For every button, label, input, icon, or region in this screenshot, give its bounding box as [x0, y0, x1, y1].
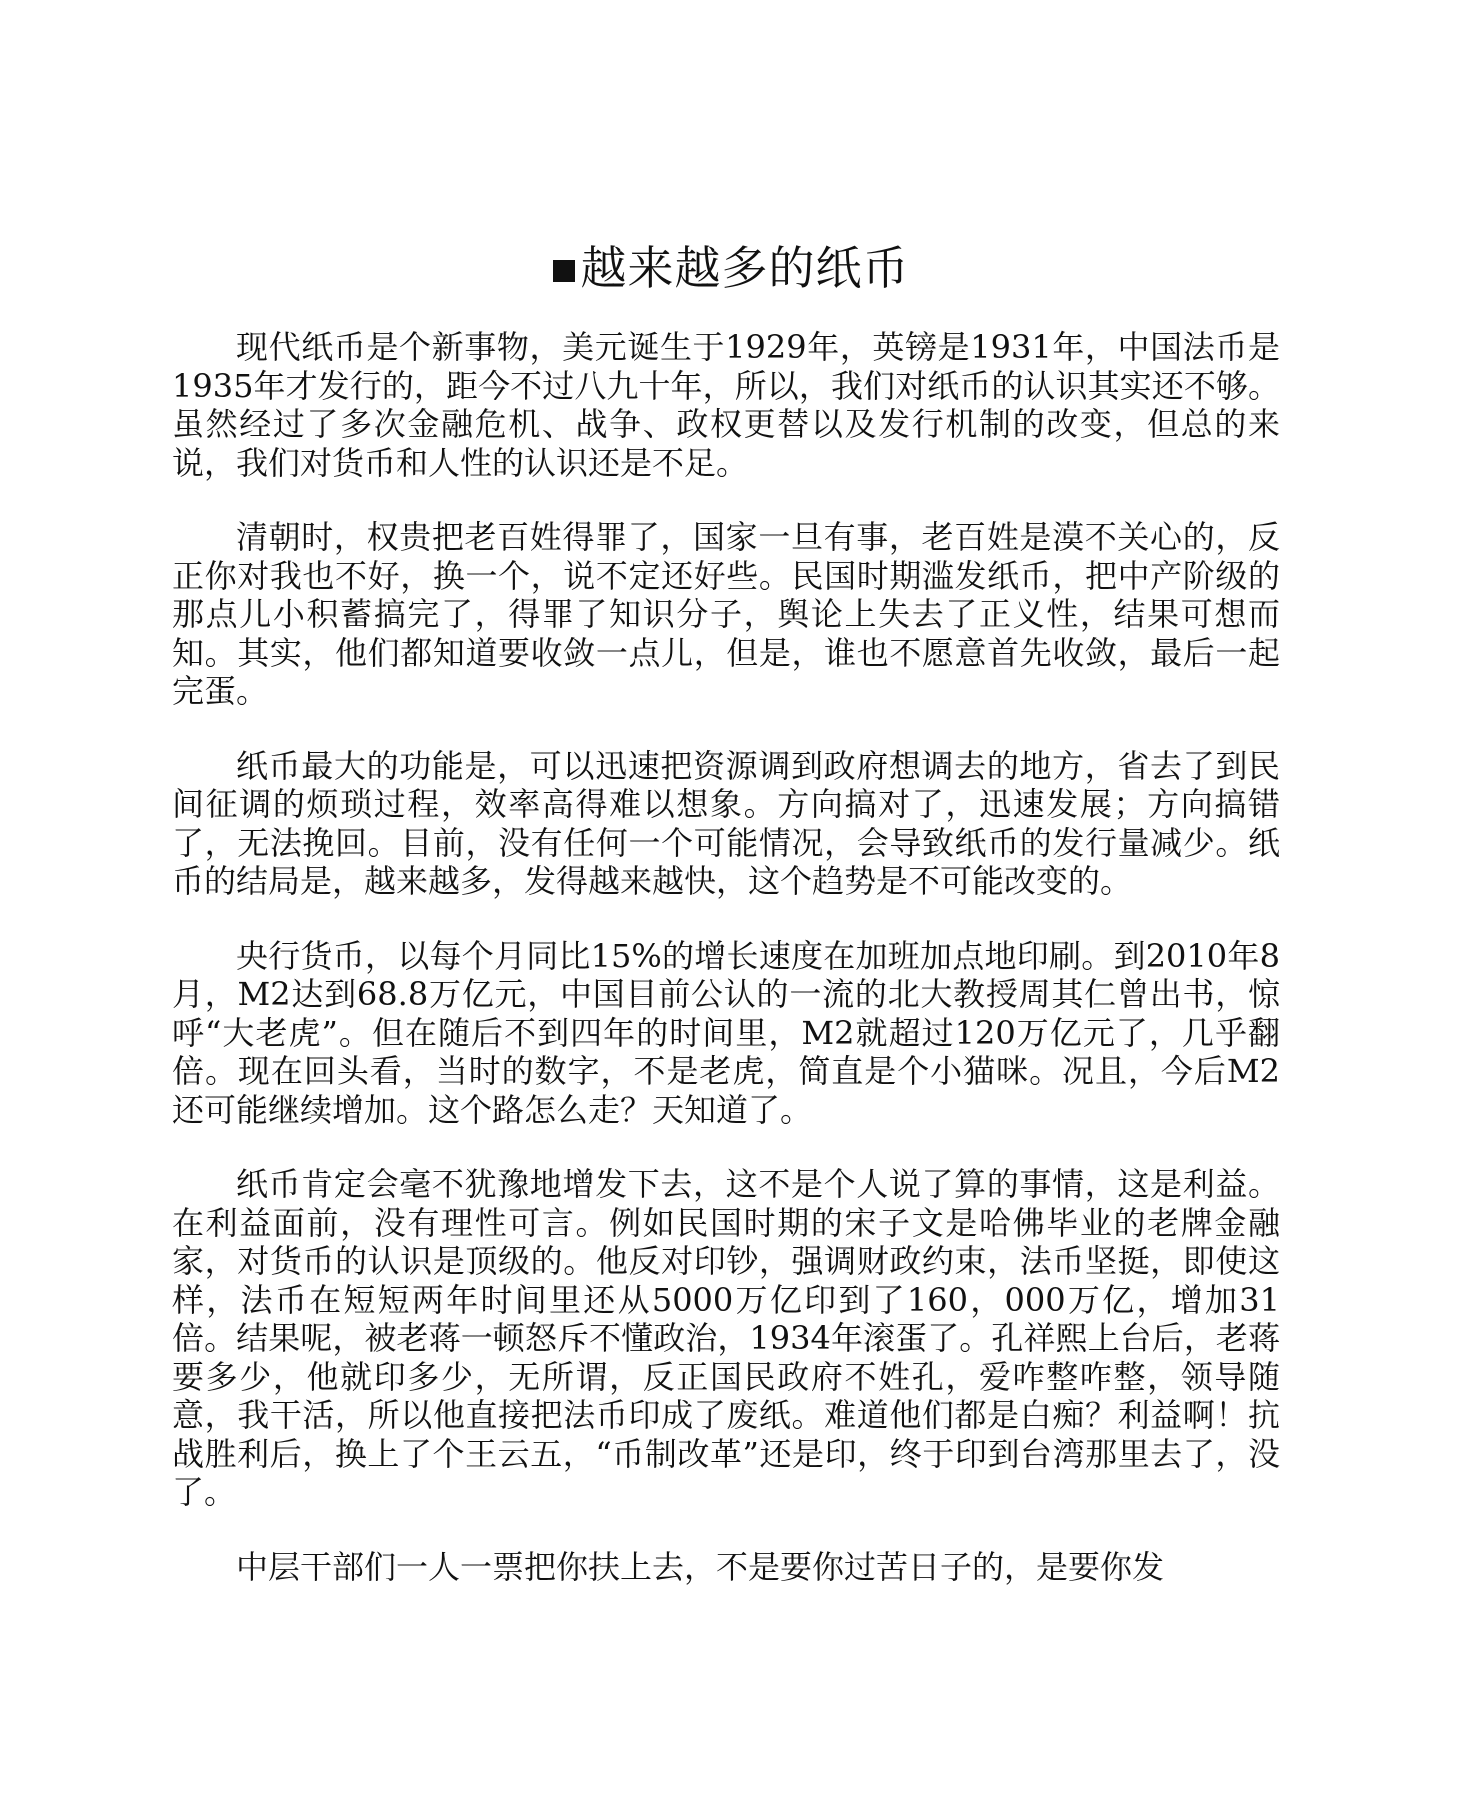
paragraph: 现代纸币是个新事物，美元诞生于1929年，英镑是1931年，中国法币是1935年才发行的，距今不过八九十年，所以，我们对纸币的认识其实还不够。虽然经过了多次金融危机、战争、政权更替以及发行机制的改变，但总的来说，我们对货币和人性的认识还是不足。 — [172, 328, 1280, 482]
square-bullet-icon — [553, 260, 575, 282]
section-title-text: 越来越多的纸币 — [580, 241, 910, 295]
paragraph: 央行货币，以每个月同比15%的增长速度在加班加点地印刷。到2010年8月，M2达到68.8万亿元，中国目前公认的一流的北大教授周其仁曾出书，惊呼“大老虎”。但在随后不到四年的时间里，M2就超过120万亿元了，几乎翻倍。现在回头看，当时的数字，不是老虎，简直是个小猫咪。况且，今后M2还可能继续增加。这个路怎么走？天知道了。 — [172, 936, 1280, 1129]
section-title — [0, 238, 1462, 298]
paragraph: 清朝时，权贵把老百姓得罪了，国家一旦有事，老百姓是漠不关心的，反正你对我也不好，换一个，说不定还好些。民国时期滥发纸币，把中产阶级的那点儿小积蓄搞完了，得罪了知识分子，舆论上失去了正义性，结果可想而知。其实，他们都知道要收敛一点儿，但是，谁也不愿意首先收敛，最后一起完蛋。 — [172, 518, 1280, 710]
paragraph: 纸币肯定会毫不犹豫地增发下去，这不是个人说了算的事情，这是利益。在利益面前，没有理性可言。例如民国时期的宋子文是哈佛毕业的老牌金融家，对货币的认识是顶级的。他反对印钞，强调财政约束，法币坚挺，即使这样，法币在短短两年时间里还从5000万亿印到了160，000万亿，增加31倍。结果呢，被老蒋一顿怒斥不懂政治，1934年滚蛋了。孔祥熙上台后，老蒋要多少，他就印多少，无所谓，反正国民政府不姓孔，爱咋整咋整，领导随意，我干活，所以他直接把法币印成了废纸。难道他们都是白痴？利益啊！抗战胜利后，换上了个王云五，“币制改革”还是印，终于印到台湾那里去了，没了。 — [172, 1165, 1280, 1511]
paragraph: 中层干部们一人一票把你扶上去，不是要你过苦日子的，是要你发 — [236, 1547, 1165, 1586]
body-text — [172, 328, 1280, 1622]
paragraph: 纸币最大的功能是，可以迅速把资源调到政府想调去的地方，省去了到民间征调的烦琐过程，效率高得难以想象。方向搞对了，迅速发展；方向搞错了，无法挽回。目前，没有任何一个可能情况，会导致纸币的发行量减少。纸币的结局是，越来越多，发得越来越快，这个趋势是不可能改变的。 — [172, 746, 1280, 900]
